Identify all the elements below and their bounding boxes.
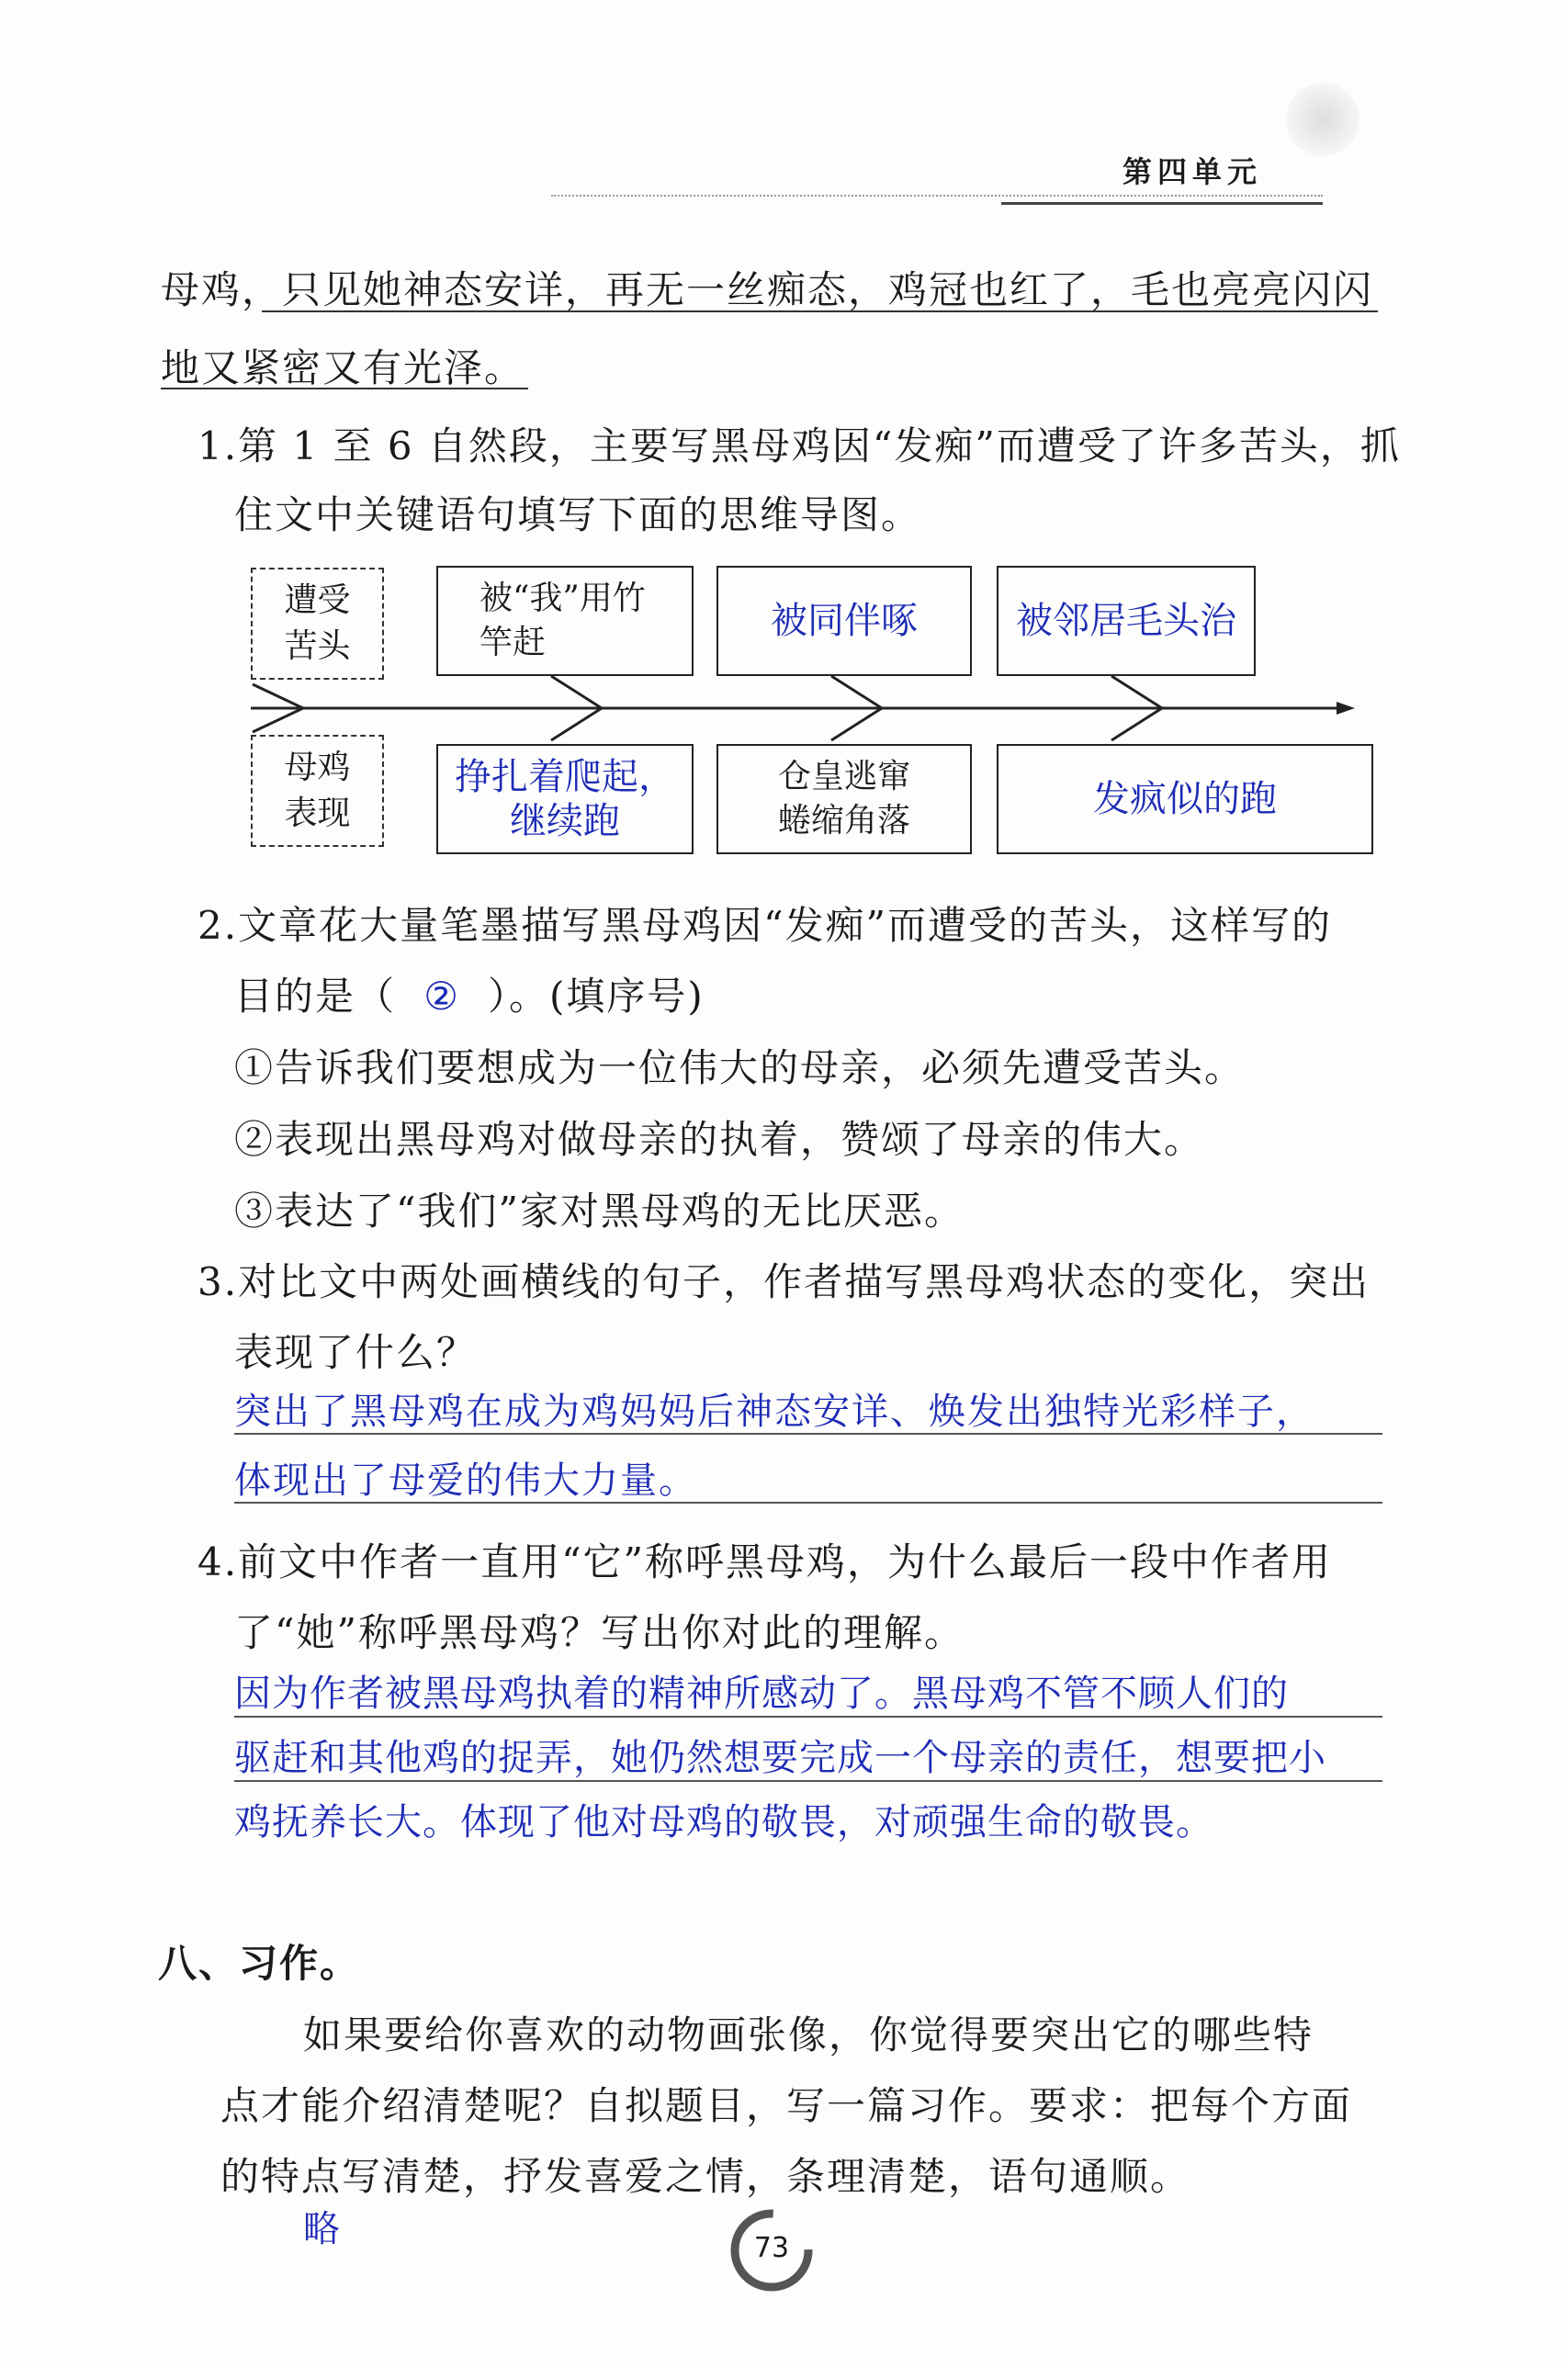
page-number-badge: [726, 2204, 818, 2296]
q2-line-1: 2.文章花大量笔墨描写黑母鸡因“发痴”而遭受的苦头，这样写的: [197, 903, 1333, 948]
passage-line-1: 母鸡，只见她神态安详，再无一丝痴态，鸡冠也红了，毛也亮亮闪闪: [161, 267, 1374, 312]
map-top-box-3: 被邻居毛头治: [997, 566, 1256, 676]
section-8-answer: 略: [303, 2208, 342, 2250]
q2-option-1: ①告诉我们要想成为一位伟大的母亲，必须先遭受苦头。: [234, 1045, 1246, 1090]
q3-line-1: 3.对比文中两处画横线的句子，作者描写黑母鸡状态的变化，突出: [197, 1259, 1371, 1304]
passage-line-2: 地又紧密又有光泽。: [161, 345, 525, 390]
q2-option-2: ②表现出黑母鸡对做母亲的执着，赞颂了母亲的伟大。: [234, 1117, 1205, 1162]
map-bottom-box-2: 仓皇逃窜蜷缩角落: [716, 744, 972, 854]
map-label-bottom: 母鸡表现: [251, 735, 384, 847]
q2-answer: ②: [423, 974, 460, 1019]
q3-answer-line-1: [234, 1433, 1382, 1435]
map-axis-arrow: [0, 0, 1568, 919]
q3-answer-line-2: [234, 1502, 1382, 1504]
section-8-para-3: 的特点写清楚，抒发喜爱之情，条理清楚，语句通顺。: [220, 2154, 1191, 2199]
q2-option-3: ③表达了“我们”家对黑母鸡的无比厌恶。: [234, 1189, 964, 1234]
q4-line-2: 了“她”称呼黑母鸡？写出你对此的理解。: [234, 1610, 964, 1655]
q3-line-2: 表现了什么？: [234, 1330, 478, 1375]
unit-header: 第四单元: [1122, 154, 1263, 189]
section-8-para-1: 如果要给你喜欢的动物画张像，你觉得要突出它的哪些特: [303, 2012, 1314, 2057]
q3-answer-2: 体现出了母爱的伟大力量。: [234, 1460, 697, 1502]
map-top-box-1: 被“我”用竹竿赶: [436, 566, 694, 676]
q4-answer-line-2: [234, 1780, 1382, 1782]
q4-answer-3: 鸡抚养长大。体现了他对母鸡的敬畏，对顽强生命的敬畏。: [234, 1801, 1213, 1843]
q4-answer-2: 驱赶和其他鸡的捉弄，她仍然想要完成一个母亲的责任，想要把小: [234, 1737, 1326, 1779]
section-8-title: 八、习作。: [158, 1941, 361, 1986]
q1-line-1: 1.第 1 至 6 自然段，主要写黑母鸡因“发痴”而遭受了许多苦头，抓: [197, 423, 1401, 468]
q3-answer-1: 突出了黑母鸡在成为鸡妈妈后神态安详、焕发出独特光彩样子，: [234, 1391, 1314, 1433]
map-label-top: 遭受苦头: [251, 568, 384, 680]
q4-line-1: 4.前文中作者一直用“它”称呼黑母鸡，为什么最后一段中作者用: [197, 1539, 1333, 1584]
q4-answer-1: 因为作者被黑母鸡执着的精神所感动了。黑母鸡不管不顾人们的: [234, 1673, 1289, 1715]
map-bottom-box-3: 发疯似的跑: [997, 744, 1373, 854]
map-bottom-box-1: 挣扎着爬起，继续跑: [436, 744, 694, 854]
q1-line-2: 住文中关键语句填写下面的思维导图。: [234, 492, 922, 537]
section-8-para-2: 点才能介绍清楚呢？自拟题目，写一篇习作。要求：把每个方面: [220, 2083, 1353, 2128]
map-top-box-2: 被同伴啄: [716, 566, 972, 676]
q2-line-2: 目的是（ ② ）。(填序号): [234, 974, 705, 1019]
page-number: 73: [753, 2232, 790, 2264]
q4-answer-line-1: [234, 1716, 1382, 1718]
